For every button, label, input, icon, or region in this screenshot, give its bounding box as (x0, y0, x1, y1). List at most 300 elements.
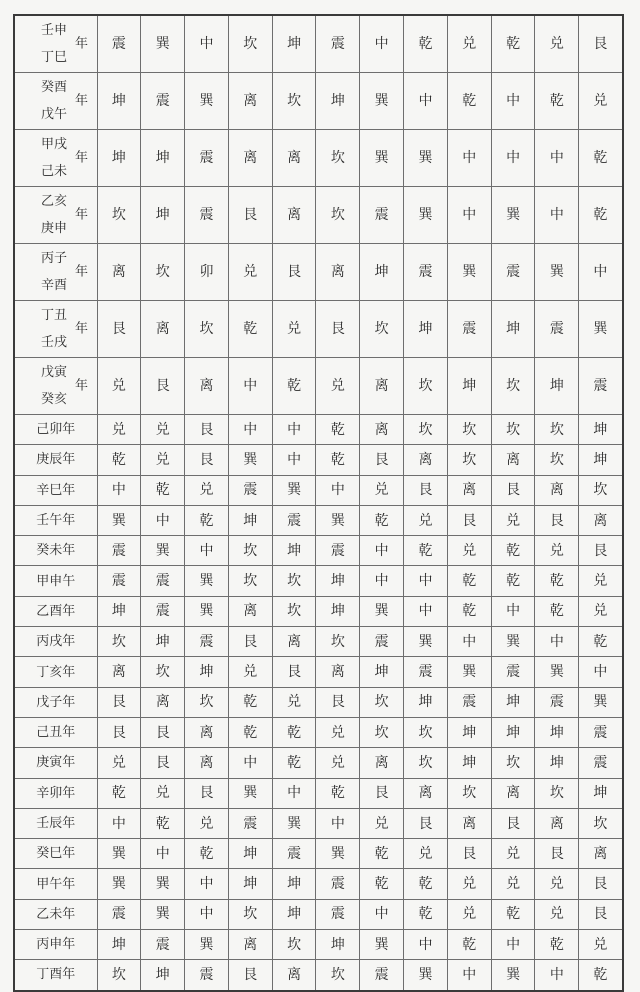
trigram-cell: 震 (360, 187, 404, 244)
trigram-cell: 坎 (141, 244, 185, 301)
trigram-cell: 乾 (228, 687, 272, 717)
trigram-cell: 中 (447, 627, 491, 657)
table-row (14, 187, 623, 244)
trigram-cell: 离 (447, 475, 491, 505)
table-row (14, 717, 623, 747)
trigram-cell: 坤 (272, 899, 316, 929)
year-label: 乙酉年 (14, 596, 97, 626)
trigram-cell: 巽 (185, 73, 229, 130)
trigram-cell: 乾 (447, 596, 491, 626)
trigram-cell: 坎 (316, 187, 360, 244)
trigram-cell: 离 (97, 657, 141, 687)
trigram-cell: 坎 (97, 187, 141, 244)
trigram-cell: 巽 (491, 187, 535, 244)
trigram-cell: 震 (579, 358, 623, 415)
trigram-cell: 乾 (97, 778, 141, 808)
trigram-cell: 巽 (360, 930, 404, 960)
trigram-cell: 离 (579, 839, 623, 869)
trigram-cell: 兑 (185, 808, 229, 838)
trigram-cell: 坤 (316, 930, 360, 960)
trigram-cell: 坎 (491, 358, 535, 415)
trigram-cell: 艮 (579, 536, 623, 566)
trigram-cell: 坎 (404, 358, 448, 415)
year-label: 丙申年 (14, 930, 97, 960)
trigram-cell: 震 (185, 187, 229, 244)
trigram-cell: 兑 (579, 930, 623, 960)
trigram-cell: 离 (447, 808, 491, 838)
trigram-cell: 震 (404, 244, 448, 301)
trigram-cell: 中 (404, 73, 448, 130)
table-row (14, 445, 623, 475)
trigram-cell: 兑 (316, 358, 360, 415)
trigram-cell: 兑 (491, 505, 535, 535)
trigram-cell: 中 (185, 899, 229, 929)
trigram-cell: 乾 (316, 415, 360, 445)
trigram-cell: 离 (185, 717, 229, 747)
trigram-cell: 坤 (272, 15, 316, 73)
trigram-cell: 乾 (97, 445, 141, 475)
trigram-cell: 中 (272, 415, 316, 445)
trigram-cell: 兑 (404, 839, 448, 869)
trigram-cell: 离 (404, 445, 448, 475)
trigram-cell: 乾 (491, 15, 535, 73)
trigram-cell: 坤 (535, 358, 579, 415)
trigram-cell: 巽 (404, 960, 448, 991)
trigram-cell: 离 (272, 187, 316, 244)
table-row (14, 566, 623, 596)
trigram-cell: 艮 (447, 839, 491, 869)
year-label-top: 乙亥 (41, 194, 68, 209)
trigram-cell: 艮 (97, 301, 141, 358)
trigram-cell: 巽 (228, 445, 272, 475)
trigram-cell: 震 (447, 687, 491, 717)
trigram-cell: 中 (404, 596, 448, 626)
trigram-cell: 离 (491, 445, 535, 475)
trigram-cell: 乾 (491, 536, 535, 566)
trigram-cell: 震 (185, 130, 229, 187)
trigram-cell: 乾 (579, 187, 623, 244)
trigram-cell: 乾 (360, 869, 404, 899)
trigram-cell: 巽 (491, 960, 535, 991)
trigram-cell: 坎 (272, 566, 316, 596)
trigram-cell: 艮 (491, 475, 535, 505)
trigram-cell: 中 (535, 960, 579, 991)
trigram-cell: 坤 (97, 596, 141, 626)
trigram-cell: 巽 (404, 130, 448, 187)
trigram-cell: 乾 (360, 839, 404, 869)
year-label-bottom: 戊午 (41, 107, 68, 122)
trigram-cell: 乾 (404, 899, 448, 929)
table-row (14, 130, 623, 187)
trigram-cell: 震 (491, 657, 535, 687)
trigram-cell: 坎 (491, 415, 535, 445)
trigram-cell: 震 (316, 869, 360, 899)
trigram-cell: 震 (491, 244, 535, 301)
trigram-cell: 震 (360, 627, 404, 657)
trigram-cell: 坎 (404, 415, 448, 445)
table-row (14, 657, 623, 687)
trigram-cell: 坎 (97, 960, 141, 991)
trigram-cell: 艮 (141, 358, 185, 415)
table-row (14, 899, 623, 929)
trigram-cell: 坎 (272, 73, 316, 130)
year-label: 辛巳年 (14, 475, 97, 505)
year-label-top: 戊寅 (41, 365, 68, 380)
trigram-cell: 乾 (272, 358, 316, 415)
trigram-cell: 离 (535, 475, 579, 505)
trigram-cell: 中 (579, 244, 623, 301)
trigram-cell: 离 (185, 748, 229, 778)
trigram-cell: 坤 (316, 596, 360, 626)
trigram-cell: 坤 (360, 657, 404, 687)
trigram-cell: 坤 (316, 566, 360, 596)
trigram-cell: 离 (316, 657, 360, 687)
year-label: 戊子年 (14, 687, 97, 717)
trigram-cell: 中 (491, 930, 535, 960)
trigram-cell: 坎 (535, 415, 579, 445)
trigram-cell: 艮 (360, 778, 404, 808)
trigram-cell: 震 (141, 566, 185, 596)
trigram-cell: 离 (141, 687, 185, 717)
trigram-cell: 离 (272, 627, 316, 657)
trigram-cell: 艮 (360, 445, 404, 475)
trigram-cell: 兑 (185, 475, 229, 505)
year-label: 己丑年 (14, 717, 97, 747)
year-label-top: 丁丑 (41, 308, 68, 323)
trigram-cell: 离 (141, 301, 185, 358)
trigram-cell: 离 (97, 244, 141, 301)
trigram-cell: 坤 (228, 869, 272, 899)
trigram-cell: 坎 (535, 778, 579, 808)
trigram-cell: 艮 (579, 15, 623, 73)
trigram-cell: 巽 (97, 869, 141, 899)
trigram-cell: 离 (185, 358, 229, 415)
table-row (14, 301, 623, 358)
trigram-cell: 中 (404, 566, 448, 596)
trigram-cell: 离 (360, 748, 404, 778)
trigram-cell: 中 (272, 445, 316, 475)
trigram-cell: 震 (360, 960, 404, 991)
trigram-cell: 艮 (447, 505, 491, 535)
trigram-cell: 艮 (228, 627, 272, 657)
trigram-cell: 艮 (272, 244, 316, 301)
trigram-cell: 坤 (141, 130, 185, 187)
trigram-cell: 坎 (360, 301, 404, 358)
trigram-cell: 坎 (185, 301, 229, 358)
trigram-cell: 中 (360, 566, 404, 596)
trigram-cell: 巽 (316, 839, 360, 869)
trigram-cell: 艮 (97, 687, 141, 717)
trigram-cell: 中 (491, 73, 535, 130)
trigram-cell: 坤 (579, 778, 623, 808)
table-row (14, 505, 623, 535)
trigram-cell: 坎 (579, 808, 623, 838)
trigram-cell: 乾 (535, 566, 579, 596)
year-label: 癸未年 (14, 536, 97, 566)
trigram-cell: 震 (97, 899, 141, 929)
year-label-top: 癸酉 (41, 80, 68, 95)
trigram-cell: 离 (404, 778, 448, 808)
trigram-cell: 兑 (535, 536, 579, 566)
trigram-cell: 坎 (228, 15, 272, 73)
trigram-cell: 巽 (185, 596, 229, 626)
trigram-cell: 坤 (491, 687, 535, 717)
trigram-cell: 震 (272, 505, 316, 535)
trigram-cell: 巽 (185, 566, 229, 596)
trigram-cell: 坤 (141, 187, 185, 244)
trigram-cell: 离 (272, 130, 316, 187)
trigram-cell: 震 (404, 657, 448, 687)
year-suffix: 年 (75, 150, 89, 166)
trigram-cell: 震 (535, 301, 579, 358)
trigram-cell: 巽 (228, 778, 272, 808)
trigram-cell: 乾 (491, 566, 535, 596)
trigram-cell: 震 (272, 839, 316, 869)
trigram-cell: 中 (185, 869, 229, 899)
trigram-cell: 艮 (141, 748, 185, 778)
trigram-cell: 中 (316, 475, 360, 505)
trigram-cell: 离 (360, 358, 404, 415)
trigram-cell: 巽 (447, 657, 491, 687)
table-row (14, 244, 623, 301)
trigram-cell: 坤 (185, 657, 229, 687)
trigram-cell: 乾 (185, 505, 229, 535)
trigram-cell: 巽 (404, 627, 448, 657)
trigram-cell: 震 (97, 536, 141, 566)
trigram-cell: 乾 (316, 445, 360, 475)
trigram-cell: 乾 (447, 73, 491, 130)
trigram-cell: 中 (228, 748, 272, 778)
year-label-bottom: 己未 (41, 164, 68, 179)
table-row (14, 808, 623, 838)
trigram-cell: 巽 (360, 130, 404, 187)
year-label: 丁酉年 (14, 960, 97, 991)
trigram-cell: 中 (491, 596, 535, 626)
trigram-cell: 兑 (141, 415, 185, 445)
year-label: 辛卯年 (14, 778, 97, 808)
year-label-bottom: 壬戌 (41, 335, 68, 350)
trigram-cell: 中 (447, 130, 491, 187)
trigram-cell: 艮 (535, 505, 579, 535)
trigram-cell: 乾 (535, 73, 579, 130)
trigram-cell: 乾 (360, 505, 404, 535)
year-label: 甲午年 (14, 869, 97, 899)
trigram-cell: 兑 (316, 717, 360, 747)
trigram-cell: 中 (228, 415, 272, 445)
table-row (14, 596, 623, 626)
trigram-cell: 坤 (447, 358, 491, 415)
trigram-cell: 坎 (360, 687, 404, 717)
trigram-cell: 坤 (579, 415, 623, 445)
trigram-cell: 震 (579, 717, 623, 747)
trigram-cell: 中 (360, 536, 404, 566)
year-suffix: 年 (75, 321, 89, 337)
trigram-cell: 中 (97, 475, 141, 505)
trigram-cell: 艮 (228, 187, 272, 244)
year-label-bottom: 庚申 (41, 221, 68, 236)
trigram-cell: 坎 (579, 475, 623, 505)
table-row (14, 687, 623, 717)
trigram-cell: 兑 (228, 244, 272, 301)
trigram-cell: 离 (272, 960, 316, 991)
trigram-cell: 坤 (97, 130, 141, 187)
trigram-cell: 巽 (404, 187, 448, 244)
trigram-cell: 兑 (404, 505, 448, 535)
trigram-cell: 震 (97, 15, 141, 73)
year-label: 丙戌年 (14, 627, 97, 657)
trigram-cell: 坎 (447, 415, 491, 445)
trigram-cell: 巽 (535, 244, 579, 301)
trigram-cell: 兑 (228, 657, 272, 687)
trigram-cell: 坤 (228, 505, 272, 535)
trigram-cell: 坎 (491, 748, 535, 778)
trigram-cell: 中 (228, 358, 272, 415)
trigram-cell: 坎 (228, 899, 272, 929)
trigram-cell: 巽 (141, 869, 185, 899)
year-label-top: 甲戌 (41, 137, 68, 152)
year-pair-label (14, 73, 97, 130)
trigram-cell: 坤 (272, 536, 316, 566)
trigram-cell: 离 (491, 778, 535, 808)
table-row (14, 415, 623, 445)
year-label: 甲申午 (14, 566, 97, 596)
trigram-cell: 坎 (228, 566, 272, 596)
trigram-cell: 震 (141, 930, 185, 960)
trigram-cell: 艮 (535, 839, 579, 869)
trigram-cell: 中 (579, 657, 623, 687)
trigram-cell: 艮 (97, 717, 141, 747)
trigram-cell: 兑 (141, 778, 185, 808)
trigram-cell: 震 (228, 475, 272, 505)
year-label: 壬辰年 (14, 808, 97, 838)
trigram-cell: 坤 (447, 717, 491, 747)
trigram-cell: 坎 (404, 748, 448, 778)
trigram-cell: 艮 (404, 475, 448, 505)
trigram-cell: 中 (97, 808, 141, 838)
trigram-cell: 坤 (535, 748, 579, 778)
table-row (14, 536, 623, 566)
trigram-cell: 巽 (316, 505, 360, 535)
trigram-cell: 巽 (579, 687, 623, 717)
trigram-cell: 巽 (141, 15, 185, 73)
table-row (14, 358, 623, 415)
trigram-cell: 乾 (404, 869, 448, 899)
trigram-cell: 乾 (579, 627, 623, 657)
trigram-cell: 坤 (97, 930, 141, 960)
trigram-cell: 兑 (272, 687, 316, 717)
year-label: 壬午年 (14, 505, 97, 535)
trigram-cell: 兑 (97, 358, 141, 415)
trigram-cell: 中 (316, 808, 360, 838)
year-label: 丁亥年 (14, 657, 97, 687)
trigram-cell: 乾 (185, 839, 229, 869)
trigram-cell: 艮 (404, 808, 448, 838)
trigram-cell: 兑 (535, 899, 579, 929)
trigram-cell: 震 (185, 960, 229, 991)
trigram-cell: 坤 (447, 748, 491, 778)
trigram-cell: 中 (185, 536, 229, 566)
trigram-cell: 坎 (316, 130, 360, 187)
trigram-cell: 巽 (491, 627, 535, 657)
trigram-cell: 乾 (491, 899, 535, 929)
trigram-cell: 中 (491, 130, 535, 187)
trigram-cell: 中 (360, 899, 404, 929)
table-row (14, 73, 623, 130)
table-row (14, 869, 623, 899)
trigram-cell: 坎 (316, 960, 360, 991)
trigram-cell: 艮 (491, 808, 535, 838)
trigram-cell: 兑 (447, 899, 491, 929)
trigram-cell: 中 (185, 15, 229, 73)
year-suffix: 年 (75, 207, 89, 223)
trigram-cell: 震 (316, 536, 360, 566)
year-suffix: 年 (75, 378, 89, 394)
trigram-cell: 坤 (404, 301, 448, 358)
year-label: 庚辰年 (14, 445, 97, 475)
table-row (14, 839, 623, 869)
trigram-cell: 中 (404, 930, 448, 960)
year-label: 癸巳年 (14, 839, 97, 869)
trigram-cell: 巽 (579, 301, 623, 358)
trigram-cell: 兑 (535, 15, 579, 73)
trigram-cell: 巽 (535, 657, 579, 687)
trigram-cell: 中 (141, 505, 185, 535)
trigram-cell: 兑 (360, 808, 404, 838)
trigram-cell: 乾 (228, 717, 272, 747)
trigram-cell: 震 (447, 301, 491, 358)
year-pair-label (14, 187, 97, 244)
trigram-cell: 震 (316, 15, 360, 73)
trigram-cell: 乾 (447, 930, 491, 960)
trigram-cell: 兑 (491, 869, 535, 899)
trigram-cell: 中 (535, 187, 579, 244)
trigram-cell: 卯 (185, 244, 229, 301)
trigram-cell: 乾 (535, 596, 579, 626)
trigram-cell: 离 (228, 130, 272, 187)
trigram-cell: 离 (228, 596, 272, 626)
trigram-cell: 乾 (316, 778, 360, 808)
trigram-cell: 离 (579, 505, 623, 535)
trigram-cell: 兑 (141, 445, 185, 475)
trigram-cell: 震 (535, 687, 579, 717)
trigram-cell: 兑 (491, 839, 535, 869)
trigram-cell: 巽 (185, 930, 229, 960)
trigram-cell: 坤 (535, 717, 579, 747)
trigram-cell: 兑 (316, 748, 360, 778)
trigram-cell: 坤 (491, 301, 535, 358)
trigram-cell: 离 (228, 930, 272, 960)
trigram-cell: 乾 (272, 717, 316, 747)
trigram-cell: 坤 (272, 869, 316, 899)
trigram-cell: 乾 (141, 808, 185, 838)
trigram-cell: 艮 (579, 899, 623, 929)
trigram-cell: 坤 (141, 960, 185, 991)
trigram-cell: 震 (228, 808, 272, 838)
trigram-cell: 乾 (579, 960, 623, 991)
year-label: 乙未年 (14, 899, 97, 929)
trigram-cell: 巽 (272, 808, 316, 838)
year-pair-label (14, 130, 97, 187)
trigram-cell: 巽 (97, 839, 141, 869)
year-pair-label (14, 301, 97, 358)
trigram-cell: 乾 (447, 566, 491, 596)
trigram-cell: 乾 (272, 748, 316, 778)
trigram-cell: 乾 (228, 301, 272, 358)
trigram-cell: 艮 (185, 778, 229, 808)
trigram-cell: 震 (141, 596, 185, 626)
table-row (14, 778, 623, 808)
trigram-cell: 艮 (185, 445, 229, 475)
